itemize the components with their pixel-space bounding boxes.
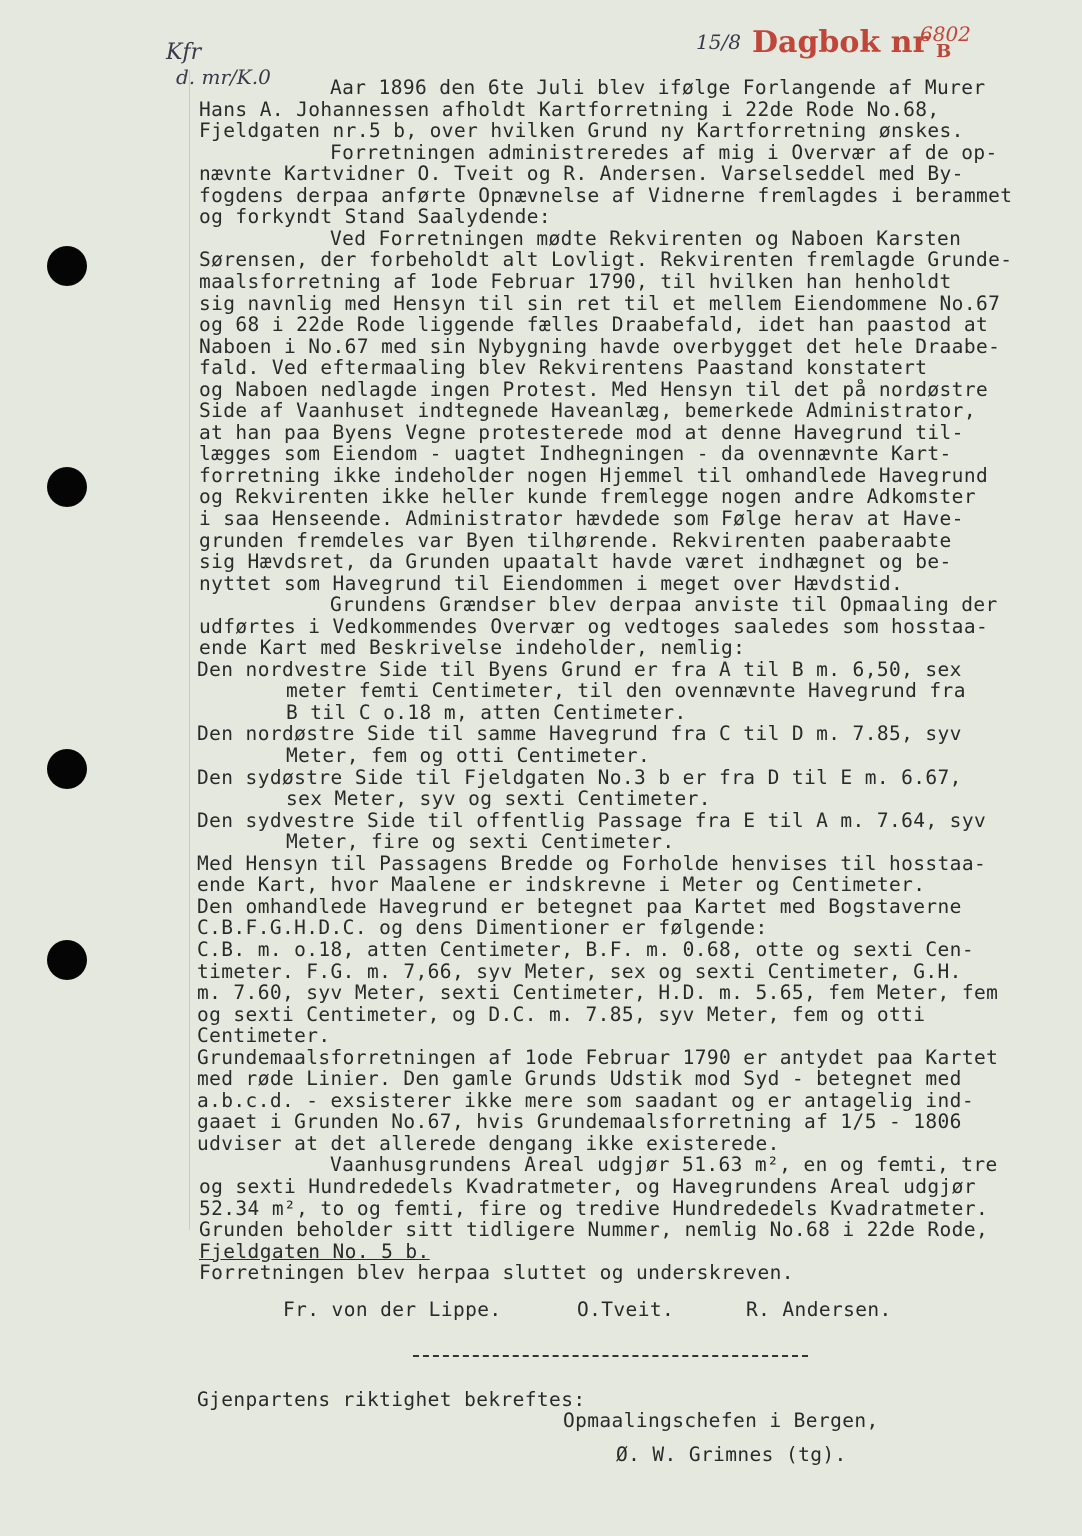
body-line: Forretningen administreredes af mig i Overvær af de op-	[330, 141, 998, 164]
signature-andersen: R. Andersen.	[746, 1298, 892, 1321]
body-line: Grundemaalsforretningen af 1ode Februar 1790 er antydet paa Kartet	[197, 1046, 999, 1069]
dagbok-stamp: Dagbok nr	[752, 25, 929, 60]
body-line: Den nordvestre Side til Byens Grund er fra A til B m. 6,50, sex	[197, 658, 962, 681]
punch-hole-2	[47, 467, 87, 507]
certification-line-1: Gjenpartens riktighet bekreftes:	[197, 1388, 586, 1411]
body-line: og sexti Hundrededels Kvadratmeter, og Havegrundens Areal udgjør	[199, 1175, 976, 1198]
body-line: gaaet i Grunden No.67, hvis Grundemaalsforretning af 1/5 - 1806	[197, 1110, 962, 1133]
body-line: Grundens Grændser blev derpaa anviste til Opmaaling der	[330, 593, 998, 616]
body-line: Side af Vaanhuset indtegnede Haveanlæg, bemerkede Administrator,	[199, 399, 976, 422]
body-line: Vaanhusgrundens Areal udgjør 51.63 m², en og femti, tre	[330, 1153, 998, 1176]
margin-rule	[189, 70, 190, 1230]
body-line: C.B.F.G.H.D.C. og dens Dimentioner er følgende:	[197, 916, 768, 939]
body-line: grunden fremdeles var Byen tilhørende. Rekvirenten paaberaabte	[199, 529, 952, 552]
margin-note-kfr: Kfr	[166, 40, 202, 65]
body-line: Med Hensyn til Passagens Bredde og Forholde henvises til hosstaa-	[197, 852, 987, 875]
body-line: Naboen i No.67 med sin Nybygning havde overbygget det hele Draabe-	[199, 335, 1001, 358]
body-line: og forkyndt Stand Saalydende:	[199, 205, 552, 228]
body-line: sig Hævdsret, da Grunden upaatalt havde været indhægnet og be-	[199, 550, 952, 573]
body-line: lægges som Eiendom - uagtet Indhegningen - da ovennævnte Kart-	[199, 442, 952, 465]
certification-line-2: Opmaalingschefen i Bergen,	[563, 1409, 879, 1432]
body-line: Grunden beholder sitt tidligere Nummer, nemlig No.68 i 22de Rode,	[199, 1218, 989, 1241]
body-line: ende Kart, hvor Maalene er indskrevne i Meter og Centimeter.	[197, 873, 926, 896]
body-line: sig navnlig med Hensyn til sin ret til et mellem Eiendommene No.67	[199, 292, 1001, 315]
punch-hole-3	[47, 749, 87, 789]
body-line: maalsforretning af 1ode Februar 1790, til hvilken han henholdt	[199, 270, 952, 293]
body-line: Den sydøstre Side til Fjeldgaten No.3 b er fra D til E m. 6.67,	[197, 766, 962, 789]
body-line: Meter, fire og sexti Centimeter.	[286, 830, 675, 853]
body-line: og Rekvirenten ikke heller kunde fremlegge nogen andre Adkomster	[199, 485, 976, 508]
body-line: Aar 1896 den 6te Juli blev ifølge Forlangende af Murer	[330, 76, 986, 99]
punch-hole-4	[47, 940, 87, 980]
body-line: og sexti Centimeter, og D.C. m. 7.85, syv Meter, fem og otti	[197, 1003, 926, 1026]
body-line: udførtes i Vedkommendes Overvær og vedtoges saaledes som hosstaa-	[199, 615, 989, 638]
body-line: m. 7.60, syv Meter, sexti Centimeter, H.D. m. 5.65, fem Meter, fem	[197, 981, 999, 1004]
body-line: ende Kart med Beskrivelse indeholder, nemlig:	[199, 636, 746, 659]
body-line: Den sydvestre Side til offentlig Passage fra E til A m. 7.64, syv	[197, 809, 987, 832]
body-line: B til C o.18 m, atten Centimeter.	[286, 701, 687, 724]
body-line: Hans A. Johannessen afholdt Kartforretning i 22de Rode No.68,	[199, 98, 940, 121]
margin-note-initials: d. mr/K.0	[176, 65, 271, 89]
body-line: og Naboen nedlagde ingen Protest. Med Hensyn til det på nordøstre	[199, 378, 989, 401]
body-line: sex Meter, syv og sexti Centimeter.	[286, 787, 711, 810]
body-line: i saa Henseende. Administrator hævdede som Følge herav at Have-	[199, 507, 964, 530]
punch-hole-1	[47, 246, 87, 286]
body-line: meter femti Centimeter, til den ovennævnte Havegrund fra	[286, 679, 966, 702]
body-line: nyttet som Havegrund til Eiendommen i meget over Hævdstid.	[199, 572, 904, 595]
body-line: Den omhandlede Havegrund er betegnet paa Kartet med Bogstaverne	[197, 895, 962, 918]
body-line: Fjeldgaten nr.5 b, over hvilken Grund ny Kartforretning ønskes.	[199, 119, 964, 142]
body-line: udviser at det allerede dengang ikke existerede.	[197, 1132, 780, 1155]
body-line: Ved Forretningen mødte Rekvirenten og Naboen Karsten	[330, 227, 962, 250]
body-line: Centimeter.	[197, 1024, 331, 1047]
body-line: med røde Linier. Den gamle Grunds Udstik mod Syd - betegnet med	[197, 1067, 962, 1090]
body-line: C.B. m. o.18, atten Centimeter, B.F. m. 0.68, otte og sexti Cen-	[197, 938, 974, 961]
dagbok-suffix: B	[936, 41, 952, 62]
separator-line	[413, 1355, 808, 1357]
body-line: 52.34 m², to og femti, fire og tredive Hundrededels Kvadratmeter.	[199, 1197, 989, 1220]
body-line: forretning ikke indeholder nogen Hjemmel til omhandlede Havegrund	[199, 464, 989, 487]
certification-line-3: Ø. W. Grimnes (tg).	[616, 1443, 847, 1466]
body-line: Forretningen blev herpaa sluttet og underskreven.	[199, 1261, 794, 1284]
signature-lippe: Fr. von der Lippe.	[283, 1298, 502, 1321]
body-line: timeter. F.G. m. 7,66, syv Meter, sex og sexti Centimeter, G.H.	[197, 960, 962, 983]
body-line: a.b.c.d. - exsisterer ikke mere som saadant og er antagelig ind-	[197, 1089, 974, 1112]
handwritten-number: 15/8	[696, 30, 741, 54]
body-line: Meter, fem og otti Centimeter.	[286, 744, 651, 767]
body-line: og 68 i 22de Rode liggende fælles Draabefald, idet han paastod at	[199, 313, 989, 336]
body-line: fogdens derpaa anførte Opnævnelse af Vidnerne fremlagdes i berammet	[199, 184, 1013, 207]
dagbok-number: 6802	[920, 22, 971, 46]
body-line: Fjeldgaten No. 5 b.	[199, 1240, 430, 1263]
body-line: at han paa Byens Vegne protesterede mod at denne Havegrund til-	[199, 421, 964, 444]
body-line: fald. Ved eftermaaling blev Rekvirentens Paastand konstatert	[199, 356, 928, 379]
signature-tveit: O.Tveit.	[577, 1298, 675, 1321]
body-line: nævnte Kartvidner O. Tveit og R. Andersen. Varselseddel med By-	[199, 162, 964, 185]
body-line: Sørensen, der forbeholdt alt Lovligt. Rekvirenten fremlagde Grunde-	[199, 248, 1013, 271]
body-line: Den nordøstre Side til samme Havegrund fra C til D m. 7.85, syv	[197, 722, 962, 745]
